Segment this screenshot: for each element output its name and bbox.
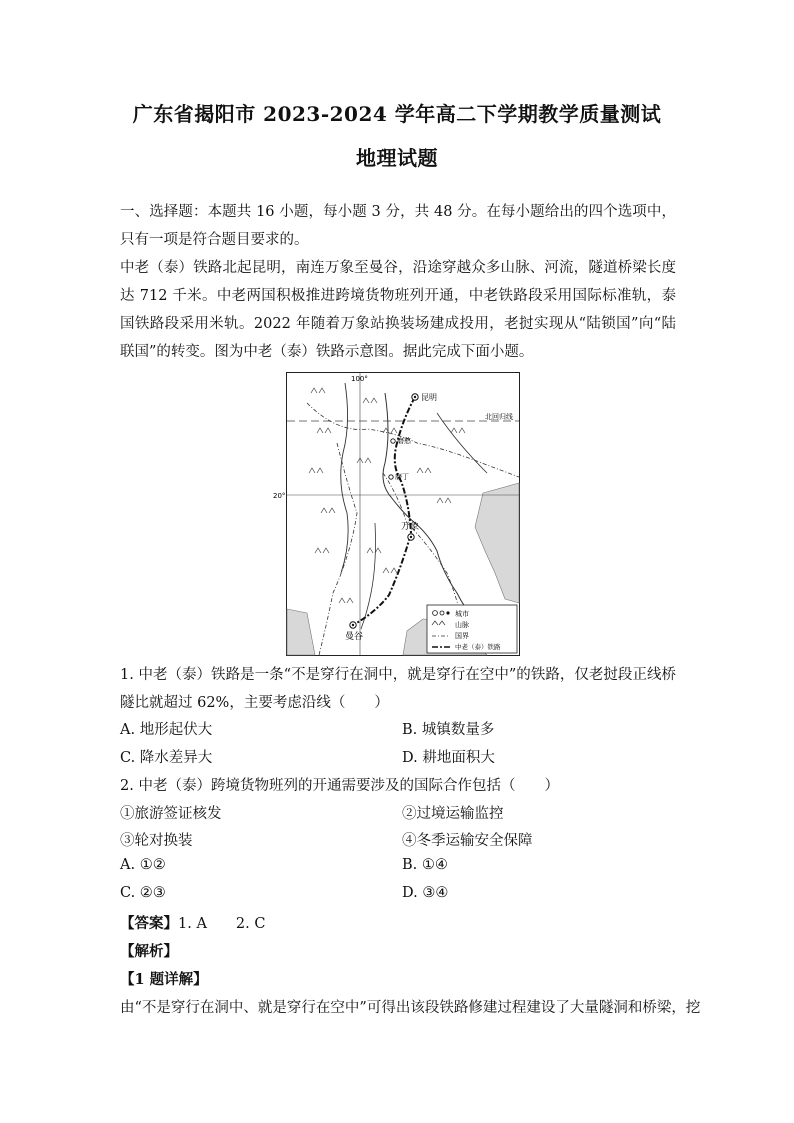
page-title-line2: 地理试题 <box>356 146 438 170</box>
legend-city-icon <box>433 611 438 616</box>
sea-west <box>287 609 315 655</box>
detail-label: 【1 题详解】 <box>120 971 208 988</box>
q1-option-d: D. 耕地面积大 <box>402 750 495 766</box>
q1-stem: 1. 中老（泰）铁路是一条“不是穿行在洞中，就是穿行在空中”的铁路，仅老挝段正线桥隧比就超过 62%，主要考虑沿线（ ） <box>120 667 676 711</box>
q2-option-a: A. ①② <box>120 857 166 873</box>
river-salween <box>341 383 348 573</box>
q2-option-d: D. ③④ <box>402 885 449 901</box>
answer-text: 1. A 2. C <box>178 916 266 932</box>
q2-item-2: ②过境运输监控 <box>402 806 504 822</box>
lon-label: 100° <box>351 375 368 383</box>
section-intro: 一、选择题：本题共 16 小题，每小题 3 分，共 48 分。在每小题给出的四个选项中，只有一项是符合题目要求的。 <box>120 204 676 248</box>
detail-text: 由“不是穿行在洞中、就是穿行在空中”可得出该段铁路修建过程建设了大量隧洞和桥梁，挖 <box>120 1000 701 1016</box>
river-red <box>437 413 487 473</box>
label-boten: 磨丁 <box>395 473 409 481</box>
label-mohan: 磨憨 <box>397 437 411 445</box>
analysis-label: 【解析】 <box>120 943 178 960</box>
legend-railway: 中老（泰）铁路 <box>455 643 501 651</box>
page-title-line1: 广东省揭阳市 2023-2024 学年高二下学期教学质量测试 <box>132 102 662 126</box>
q2-item-3: ③轮对换装 <box>120 833 193 849</box>
q2-stem: 2. 中老（泰）跨境货物班列的开通需要涉及的国际合作包括（ ） <box>120 778 559 794</box>
passage: 中老（泰）铁路北起昆明，南连万象至曼谷，沿途穿越众多山脉、河流，隧道桥梁长度达 712 千米。中老两国积极推进跨境货物班列开通，中老铁路段采用国际标准轨，泰国铁路段采用米轨。2022 年随着万象站换装场建成投用，老挝实现从“陆锁国”向“陆联国”的转变。图为中老（泰）铁路示意图。据此完成下面小题。 <box>120 260 676 360</box>
city-mohan-marker <box>391 439 395 443</box>
label-bangkok: 曼谷 <box>345 632 364 642</box>
border-laos <box>383 473 459 609</box>
q2-option-c: C. ②③ <box>120 885 166 901</box>
legend-border: 国界 <box>455 632 469 640</box>
label-vientiane: 万象 <box>401 522 420 532</box>
sea-east <box>475 483 519 603</box>
river-chao-phraya <box>361 523 376 629</box>
q2-item-1: ①旅游签证核发 <box>120 806 222 822</box>
q1-option-c: C. 降水差异大 <box>120 750 213 766</box>
map-drawing <box>273 373 519 655</box>
q1-option-b: B. 城镇数量多 <box>402 722 495 738</box>
q1-option-a: A. 地形起伏大 <box>120 722 213 738</box>
answer-row <box>120 912 265 933</box>
city-bangkok-marker <box>350 622 356 628</box>
city-kunming-marker <box>412 394 418 400</box>
city-boten-marker <box>389 475 393 479</box>
answer-label: 【答案】 <box>120 915 178 932</box>
label-kunming: 昆明 <box>421 393 437 402</box>
lat-label: 20° <box>273 492 286 500</box>
q2-option-b: B. ①④ <box>402 857 448 873</box>
map-legend <box>427 605 517 653</box>
river-mekong <box>383 393 477 623</box>
legend-mountain: 山脉 <box>455 621 469 629</box>
q2-item-4: ④冬季运输安全保障 <box>402 833 533 849</box>
tropic-label: 北回归线 <box>485 413 513 421</box>
city-vientiane-marker <box>408 534 414 540</box>
railway-map <box>273 372 520 656</box>
legend-city: 城市 <box>455 610 469 618</box>
